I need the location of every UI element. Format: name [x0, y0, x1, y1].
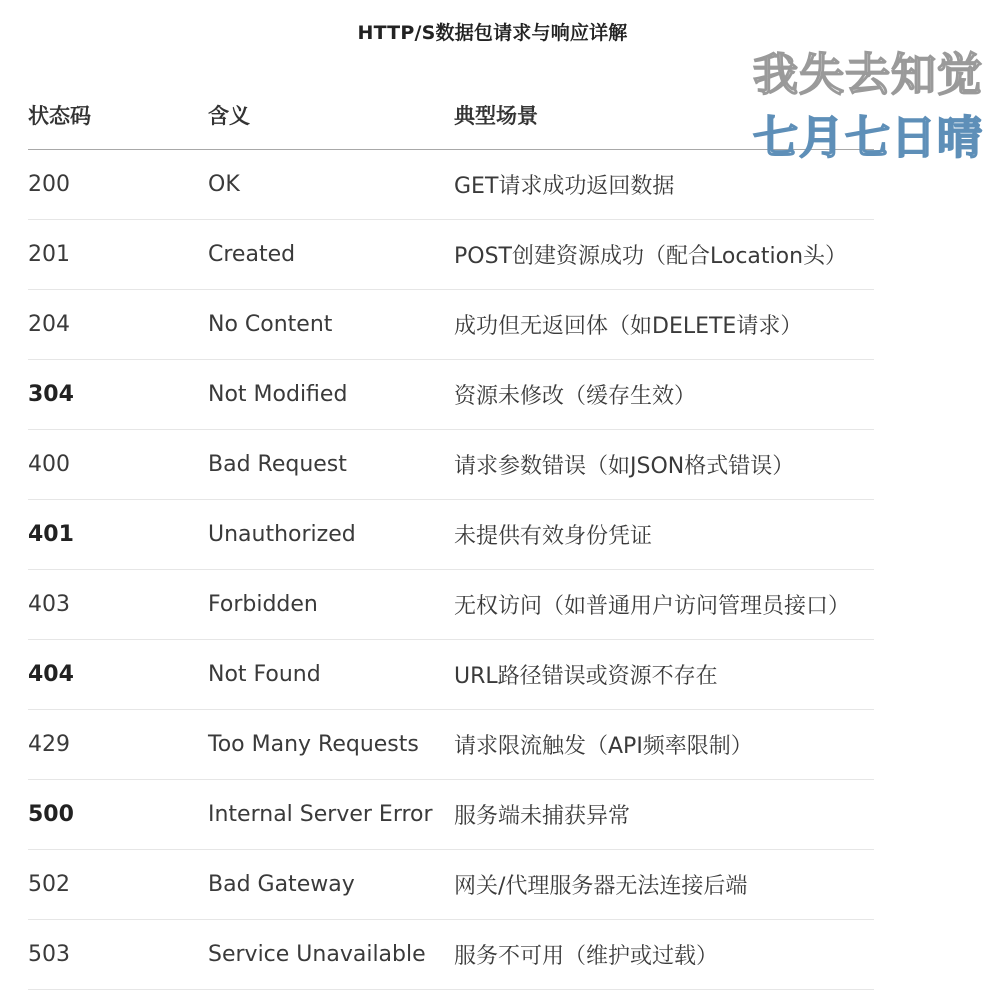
typical-scene-cell: 服务不可用（维护或过载） — [454, 920, 874, 990]
status-code-cell: 429 — [28, 710, 208, 780]
table-row — [28, 360, 874, 430]
table-row — [28, 640, 874, 710]
meaning-cell: Created — [208, 220, 454, 290]
header-typical-scene: 典型场景 — [454, 80, 874, 150]
status-code-cell: 400 — [28, 430, 208, 500]
status-code-cell: 204 — [28, 290, 208, 360]
typical-scene-cell: 未提供有效身份凭证 — [454, 500, 874, 570]
table-body — [28, 150, 874, 990]
meaning-cell: Internal Server Error — [208, 780, 454, 850]
meaning-cell: OK — [208, 150, 454, 220]
typical-scene-cell: URL路径错误或资源不存在 — [454, 640, 874, 710]
table-row — [28, 220, 874, 290]
table-row — [28, 780, 874, 850]
status-code-cell: 503 — [28, 920, 208, 990]
table-row — [28, 920, 874, 990]
meaning-cell: No Content — [208, 290, 454, 360]
watermark — [752, 48, 983, 164]
status-code-cell: 401 — [28, 500, 208, 570]
typical-scene-cell: 成功但无返回体（如DELETE请求） — [454, 290, 874, 360]
status-code-cell: 201 — [28, 220, 208, 290]
meaning-cell: Not Found — [208, 640, 454, 710]
typical-scene-cell: 无权访问（如普通用户访问管理员接口） — [454, 570, 874, 640]
watermark-line-1: 我失去知觉 — [752, 48, 983, 101]
status-code-cell: 403 — [28, 570, 208, 640]
typical-scene-cell: GET请求成功返回数据 — [454, 150, 874, 220]
typical-scene-cell: 服务端未捕获异常 — [454, 780, 874, 850]
table-row — [28, 430, 874, 500]
table-row — [28, 710, 874, 780]
meaning-cell: Service Unavailable — [208, 920, 454, 990]
table-row — [28, 500, 874, 570]
meaning-cell: Bad Gateway — [208, 850, 454, 920]
header-meaning: 含义 — [208, 80, 454, 150]
meaning-cell: Unauthorized — [208, 500, 454, 570]
meaning-cell: Forbidden — [208, 570, 454, 640]
status-code-cell: 502 — [28, 850, 208, 920]
table-header-row — [28, 80, 874, 150]
meaning-cell: Too Many Requests — [208, 710, 454, 780]
status-code-cell: 500 — [28, 780, 208, 850]
table-row — [28, 570, 874, 640]
header-status-code: 状态码 — [28, 80, 208, 150]
typical-scene-cell: 网关/代理服务器无法连接后端 — [454, 850, 874, 920]
meaning-cell: Not Modified — [208, 360, 454, 430]
page-title: HTTP/S数据包请求与响应详解 — [357, 22, 628, 44]
typical-scene-cell: POST创建资源成功（配合Location头） — [454, 220, 874, 290]
status-code-cell: 200 — [28, 150, 208, 220]
table-row — [28, 150, 874, 220]
table-row — [28, 850, 874, 920]
status-code-cell: 404 — [28, 640, 208, 710]
meaning-cell: Bad Request — [208, 430, 454, 500]
typical-scene-cell: 请求限流触发（API频率限制） — [454, 710, 874, 780]
status-code-table — [28, 80, 874, 990]
status-code-cell: 304 — [28, 360, 208, 430]
table-row — [28, 290, 874, 360]
typical-scene-cell: 资源未修改（缓存生效） — [454, 360, 874, 430]
watermark-line-2: 七月七日晴 — [752, 111, 983, 164]
typical-scene-cell: 请求参数错误（如JSON格式错误） — [454, 430, 874, 500]
